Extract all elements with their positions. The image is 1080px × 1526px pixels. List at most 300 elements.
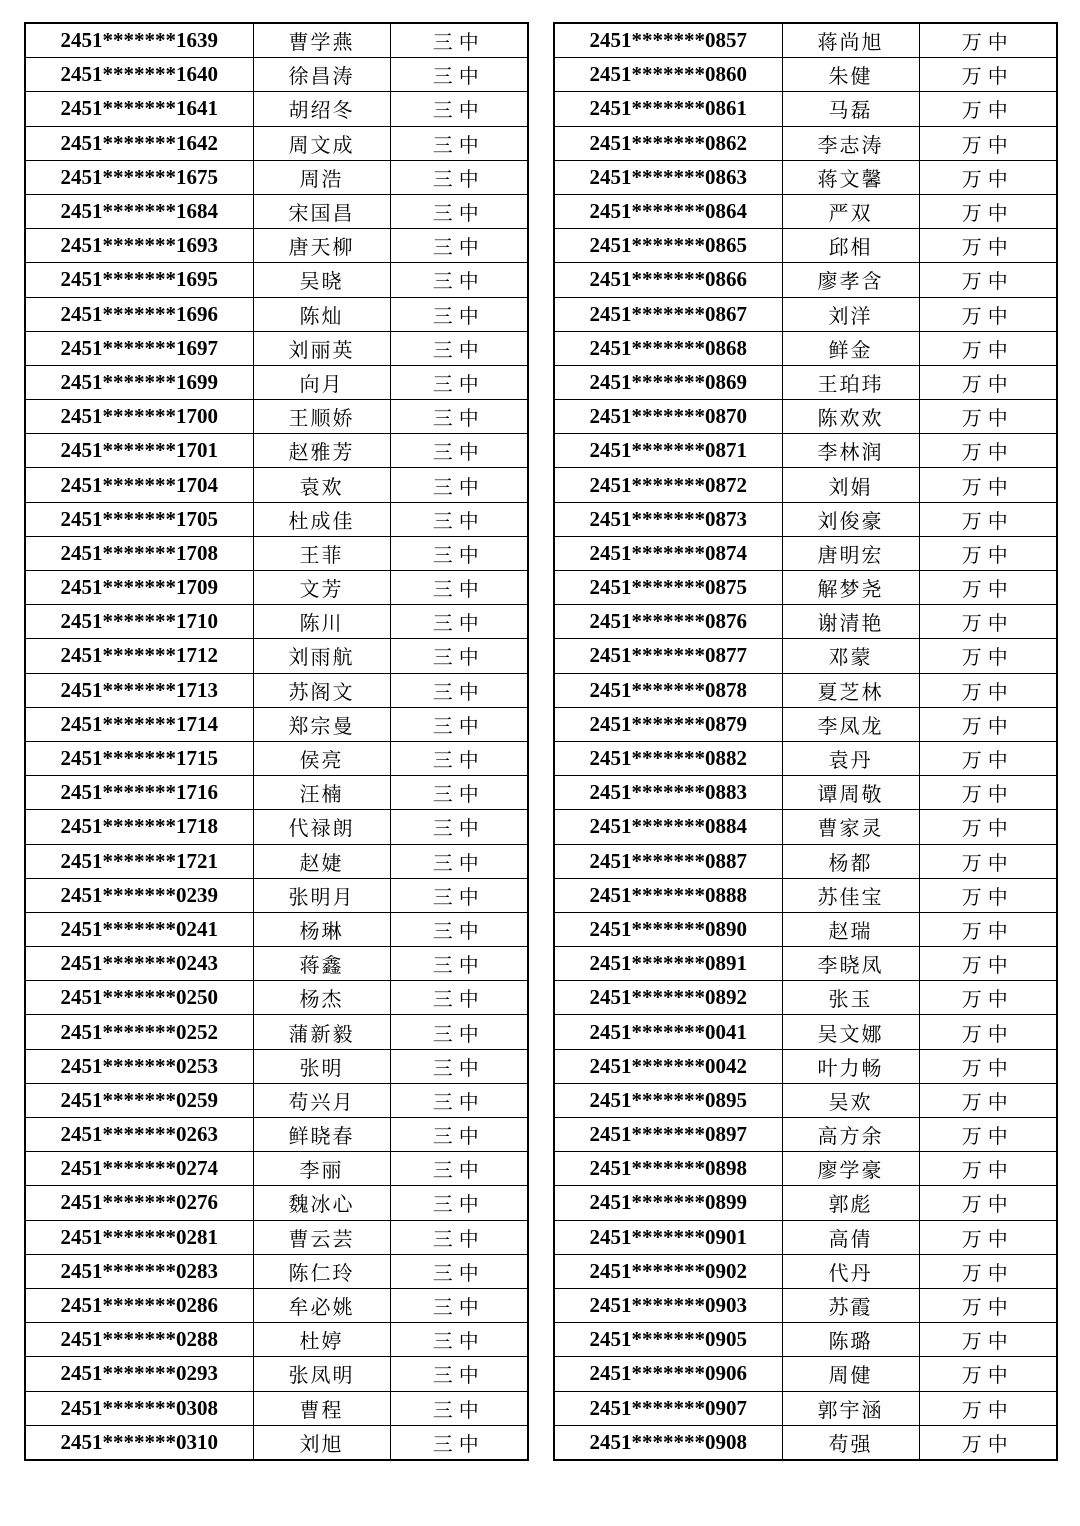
table-row <box>554 1083 1057 1117</box>
name-cell: 杨杰 <box>253 981 390 1015</box>
table-row <box>554 810 1057 844</box>
name-cell: 代禄朗 <box>253 810 390 844</box>
name-cell: 鲜金 <box>782 331 919 365</box>
table-row <box>554 1425 1057 1460</box>
table-row <box>25 1254 528 1288</box>
school-cell: 三中 <box>390 1118 528 1152</box>
name-cell: 刘娟 <box>782 468 919 502</box>
school-cell: 万中 <box>919 160 1057 194</box>
school-cell: 三中 <box>390 502 528 536</box>
school-cell: 万中 <box>919 1118 1057 1152</box>
exam-id-cell: 2451*******0042 <box>554 1049 782 1083</box>
table-row <box>25 844 528 878</box>
exam-id-cell: 2451*******1705 <box>25 502 253 536</box>
school-cell: 三中 <box>390 536 528 570</box>
school-cell: 万中 <box>919 1288 1057 1322</box>
exam-id-cell: 2451*******1639 <box>25 23 253 58</box>
school-cell: 三中 <box>390 571 528 605</box>
table-row <box>554 502 1057 536</box>
table-row <box>25 331 528 365</box>
name-cell: 赵瑞 <box>782 912 919 946</box>
table-row <box>554 981 1057 1015</box>
exam-id-cell: 2451*******0883 <box>554 776 782 810</box>
name-cell: 刘洋 <box>782 297 919 331</box>
exam-id-cell: 2451*******0863 <box>554 160 782 194</box>
school-cell: 万中 <box>919 878 1057 912</box>
name-cell: 解梦尧 <box>782 571 919 605</box>
exam-id-cell: 2451*******1696 <box>25 297 253 331</box>
name-cell: 蒲新毅 <box>253 1015 390 1049</box>
exam-id-cell: 2451*******0871 <box>554 434 782 468</box>
table-row <box>25 810 528 844</box>
name-cell: 严双 <box>782 194 919 228</box>
exam-id-cell: 2451*******0308 <box>25 1391 253 1425</box>
school-cell: 万中 <box>919 844 1057 878</box>
name-cell: 向月 <box>253 365 390 399</box>
exam-id-cell: 2451*******0861 <box>554 92 782 126</box>
name-cell: 鲜晓春 <box>253 1118 390 1152</box>
left-roster-body <box>25 23 528 1460</box>
school-cell: 三中 <box>390 810 528 844</box>
exam-id-cell: 2451*******0276 <box>25 1186 253 1220</box>
school-cell: 三中 <box>390 468 528 502</box>
table-row <box>554 673 1057 707</box>
table-row <box>25 194 528 228</box>
table-row <box>25 92 528 126</box>
table-row <box>554 1254 1057 1288</box>
exam-id-cell: 2451*******0867 <box>554 297 782 331</box>
name-cell: 邱相 <box>782 229 919 263</box>
school-cell: 三中 <box>390 92 528 126</box>
school-cell: 三中 <box>390 297 528 331</box>
school-cell: 万中 <box>919 947 1057 981</box>
table-row <box>25 605 528 639</box>
table-row <box>554 23 1057 58</box>
table-row <box>554 1220 1057 1254</box>
school-cell: 三中 <box>390 331 528 365</box>
exam-id-cell: 2451*******1641 <box>25 92 253 126</box>
exam-id-cell: 2451*******0239 <box>25 878 253 912</box>
name-cell: 王菲 <box>253 536 390 570</box>
school-cell: 三中 <box>390 1220 528 1254</box>
table-row <box>25 981 528 1015</box>
table-row <box>25 1220 528 1254</box>
table-row <box>25 1323 528 1357</box>
exam-id-cell: 2451*******1708 <box>25 536 253 570</box>
table-row <box>554 263 1057 297</box>
exam-id-cell: 2451*******0869 <box>554 365 782 399</box>
name-cell: 陈灿 <box>253 297 390 331</box>
table-row <box>25 160 528 194</box>
exam-id-cell: 2451*******1709 <box>25 571 253 605</box>
school-cell: 万中 <box>919 229 1057 263</box>
school-cell: 万中 <box>919 263 1057 297</box>
table-row <box>554 844 1057 878</box>
school-cell: 万中 <box>919 1049 1057 1083</box>
name-cell: 廖孝含 <box>782 263 919 297</box>
school-cell: 万中 <box>919 1357 1057 1391</box>
school-cell: 万中 <box>919 23 1057 58</box>
exam-id-cell: 2451*******0873 <box>554 502 782 536</box>
table-row <box>25 1391 528 1425</box>
table-row <box>25 571 528 605</box>
exam-id-cell: 2451*******0874 <box>554 536 782 570</box>
exam-id-cell: 2451*******0241 <box>25 912 253 946</box>
table-row <box>25 468 528 502</box>
name-cell: 周文成 <box>253 126 390 160</box>
name-cell: 谢清艳 <box>782 605 919 639</box>
school-cell: 万中 <box>919 981 1057 1015</box>
school-cell: 万中 <box>919 1186 1057 1220</box>
school-cell: 三中 <box>390 1049 528 1083</box>
school-cell: 三中 <box>390 844 528 878</box>
school-cell: 三中 <box>390 194 528 228</box>
exam-id-cell: 2451*******0250 <box>25 981 253 1015</box>
exam-id-cell: 2451*******1713 <box>25 673 253 707</box>
school-cell: 三中 <box>390 1391 528 1425</box>
school-cell: 万中 <box>919 605 1057 639</box>
exam-id-cell: 2451*******0875 <box>554 571 782 605</box>
name-cell: 杨都 <box>782 844 919 878</box>
exam-id-cell: 2451*******0870 <box>554 400 782 434</box>
name-cell: 王顺娇 <box>253 400 390 434</box>
table-row <box>25 126 528 160</box>
table-row <box>554 58 1057 92</box>
name-cell: 张玉 <box>782 981 919 1015</box>
table-row <box>25 502 528 536</box>
name-cell: 唐天柳 <box>253 229 390 263</box>
school-cell: 万中 <box>919 1220 1057 1254</box>
name-cell: 苏阁文 <box>253 673 390 707</box>
exam-id-cell: 2451*******0887 <box>554 844 782 878</box>
exam-id-cell: 2451*******0259 <box>25 1083 253 1117</box>
table-row <box>554 776 1057 810</box>
school-cell: 万中 <box>919 1391 1057 1425</box>
table-row <box>554 297 1057 331</box>
table-row <box>25 297 528 331</box>
school-cell: 三中 <box>390 878 528 912</box>
school-cell: 万中 <box>919 571 1057 605</box>
name-cell: 苟兴月 <box>253 1083 390 1117</box>
school-cell: 三中 <box>390 1152 528 1186</box>
school-cell: 万中 <box>919 1425 1057 1460</box>
name-cell: 周浩 <box>253 160 390 194</box>
school-cell: 三中 <box>390 605 528 639</box>
exam-id-cell: 2451*******0243 <box>25 947 253 981</box>
table-row <box>25 229 528 263</box>
school-cell: 三中 <box>390 1425 528 1460</box>
table-row <box>25 1049 528 1083</box>
name-cell: 廖学豪 <box>782 1152 919 1186</box>
exam-id-cell: 2451*******0903 <box>554 1288 782 1322</box>
exam-id-cell: 2451*******0865 <box>554 229 782 263</box>
name-cell: 李志涛 <box>782 126 919 160</box>
school-cell: 万中 <box>919 92 1057 126</box>
table-row <box>25 263 528 297</box>
table-row <box>554 912 1057 946</box>
school-cell: 三中 <box>390 126 528 160</box>
school-cell: 三中 <box>390 947 528 981</box>
name-cell: 陈川 <box>253 605 390 639</box>
table-row <box>554 639 1057 673</box>
exam-id-cell: 2451*******1712 <box>25 639 253 673</box>
school-cell: 三中 <box>390 912 528 946</box>
school-cell: 三中 <box>390 229 528 263</box>
table-row <box>25 400 528 434</box>
table-row <box>554 605 1057 639</box>
table-row <box>25 1015 528 1049</box>
name-cell: 李凤龙 <box>782 707 919 741</box>
table-row <box>554 365 1057 399</box>
name-cell: 蒋鑫 <box>253 947 390 981</box>
school-cell: 万中 <box>919 1015 1057 1049</box>
table-row <box>25 1357 528 1391</box>
exam-id-cell: 2451*******1715 <box>25 741 253 775</box>
school-cell: 三中 <box>390 741 528 775</box>
name-cell: 文芳 <box>253 571 390 605</box>
exam-id-cell: 2451*******0878 <box>554 673 782 707</box>
name-cell: 宋国昌 <box>253 194 390 228</box>
table-row <box>554 229 1057 263</box>
table-row <box>554 1323 1057 1357</box>
school-cell: 万中 <box>919 194 1057 228</box>
school-cell: 万中 <box>919 1083 1057 1117</box>
table-row <box>554 536 1057 570</box>
table-row <box>554 707 1057 741</box>
exam-id-cell: 2451*******0905 <box>554 1323 782 1357</box>
name-cell: 曹家灵 <box>782 810 919 844</box>
name-cell: 刘丽英 <box>253 331 390 365</box>
school-cell: 三中 <box>390 1357 528 1391</box>
name-cell: 郭彪 <box>782 1186 919 1220</box>
name-cell: 张凤明 <box>253 1357 390 1391</box>
exam-id-cell: 2451*******0252 <box>25 1015 253 1049</box>
table-row <box>25 1083 528 1117</box>
exam-id-cell: 2451*******0891 <box>554 947 782 981</box>
table-row <box>25 947 528 981</box>
school-cell: 三中 <box>390 1015 528 1049</box>
exam-id-cell: 2451*******0888 <box>554 878 782 912</box>
exam-id-cell: 2451*******0907 <box>554 1391 782 1425</box>
exam-id-cell: 2451*******0892 <box>554 981 782 1015</box>
table-row <box>25 23 528 58</box>
exam-id-cell: 2451*******1716 <box>25 776 253 810</box>
exam-id-cell: 2451*******0274 <box>25 1152 253 1186</box>
exam-id-cell: 2451*******0872 <box>554 468 782 502</box>
name-cell: 朱健 <box>782 58 919 92</box>
name-cell: 刘雨航 <box>253 639 390 673</box>
name-cell: 陈欢欢 <box>782 400 919 434</box>
school-cell: 万中 <box>919 400 1057 434</box>
name-cell: 唐明宏 <box>782 536 919 570</box>
school-cell: 万中 <box>919 468 1057 502</box>
table-row <box>554 741 1057 775</box>
name-cell: 夏芝林 <box>782 673 919 707</box>
exam-id-cell: 2451*******1701 <box>25 434 253 468</box>
name-cell: 徐昌涛 <box>253 58 390 92</box>
table-row <box>554 194 1057 228</box>
right-roster-table <box>553 22 1058 1461</box>
school-cell: 三中 <box>390 776 528 810</box>
school-cell: 三中 <box>390 707 528 741</box>
exam-id-cell: 2451*******1695 <box>25 263 253 297</box>
school-cell: 万中 <box>919 434 1057 468</box>
exam-id-cell: 2451*******0862 <box>554 126 782 160</box>
exam-id-cell: 2451*******0902 <box>554 1254 782 1288</box>
name-cell: 周健 <box>782 1357 919 1391</box>
name-cell: 谭周敬 <box>782 776 919 810</box>
name-cell: 苟强 <box>782 1425 919 1460</box>
school-cell: 三中 <box>390 639 528 673</box>
school-cell: 三中 <box>390 160 528 194</box>
school-cell: 万中 <box>919 810 1057 844</box>
exam-id-cell: 2451*******1714 <box>25 707 253 741</box>
school-cell: 万中 <box>919 126 1057 160</box>
exam-id-cell: 2451*******0281 <box>25 1220 253 1254</box>
table-row <box>554 400 1057 434</box>
name-cell: 代丹 <box>782 1254 919 1288</box>
exam-id-cell: 2451*******0860 <box>554 58 782 92</box>
name-cell: 陈璐 <box>782 1323 919 1357</box>
exam-id-cell: 2451*******0901 <box>554 1220 782 1254</box>
name-cell: 李晓凤 <box>782 947 919 981</box>
exam-id-cell: 2451*******0898 <box>554 1152 782 1186</box>
name-cell: 赵婕 <box>253 844 390 878</box>
exam-id-cell: 2451*******0286 <box>25 1288 253 1322</box>
exam-id-cell: 2451*******1718 <box>25 810 253 844</box>
table-row <box>25 1425 528 1460</box>
name-cell: 王珀玮 <box>782 365 919 399</box>
table-row <box>554 468 1057 502</box>
exam-id-cell: 2451*******0868 <box>554 331 782 365</box>
name-cell: 杜婷 <box>253 1323 390 1357</box>
school-cell: 万中 <box>919 536 1057 570</box>
table-row <box>25 1186 528 1220</box>
name-cell: 胡绍冬 <box>253 92 390 126</box>
name-cell: 张明 <box>253 1049 390 1083</box>
right-roster-body <box>554 23 1057 1460</box>
exam-id-cell: 2451*******0310 <box>25 1425 253 1460</box>
school-cell: 万中 <box>919 1254 1057 1288</box>
school-cell: 三中 <box>390 1323 528 1357</box>
school-cell: 万中 <box>919 331 1057 365</box>
exam-id-cell: 2451*******0899 <box>554 1186 782 1220</box>
name-cell: 刘俊豪 <box>782 502 919 536</box>
table-row <box>25 639 528 673</box>
table-row <box>25 1152 528 1186</box>
name-cell: 李丽 <box>253 1152 390 1186</box>
exam-id-cell: 2451*******1642 <box>25 126 253 160</box>
school-cell: 万中 <box>919 776 1057 810</box>
school-cell: 万中 <box>919 1152 1057 1186</box>
name-cell: 叶力畅 <box>782 1049 919 1083</box>
table-row <box>25 58 528 92</box>
exam-id-cell: 2451*******0857 <box>554 23 782 58</box>
name-cell: 邓蒙 <box>782 639 919 673</box>
table-row <box>554 126 1057 160</box>
school-cell: 万中 <box>919 297 1057 331</box>
left-roster-table <box>24 22 529 1461</box>
exam-id-cell: 2451*******1684 <box>25 194 253 228</box>
name-cell: 吴欢 <box>782 1083 919 1117</box>
table-row <box>554 1391 1057 1425</box>
name-cell: 侯亮 <box>253 741 390 775</box>
name-cell: 蒋尚旭 <box>782 23 919 58</box>
table-row <box>25 707 528 741</box>
exam-id-cell: 2451*******0884 <box>554 810 782 844</box>
school-cell: 三中 <box>390 365 528 399</box>
school-cell: 万中 <box>919 673 1057 707</box>
name-cell: 马磊 <box>782 92 919 126</box>
table-row <box>554 878 1057 912</box>
name-cell: 李林润 <box>782 434 919 468</box>
table-row <box>25 434 528 468</box>
table-row <box>554 571 1057 605</box>
exam-id-cell: 2451*******1675 <box>25 160 253 194</box>
name-cell: 袁欢 <box>253 468 390 502</box>
name-cell: 杨琳 <box>253 912 390 946</box>
school-cell: 万中 <box>919 639 1057 673</box>
exam-id-cell: 2451*******1710 <box>25 605 253 639</box>
school-cell: 万中 <box>919 502 1057 536</box>
exam-id-cell: 2451*******0288 <box>25 1323 253 1357</box>
name-cell: 郭宇涵 <box>782 1391 919 1425</box>
school-cell: 万中 <box>919 741 1057 775</box>
school-cell: 三中 <box>390 981 528 1015</box>
name-cell: 张明月 <box>253 878 390 912</box>
school-cell: 三中 <box>390 58 528 92</box>
school-cell: 三中 <box>390 1254 528 1288</box>
exam-id-cell: 2451*******0908 <box>554 1425 782 1460</box>
school-cell: 三中 <box>390 673 528 707</box>
school-cell: 万中 <box>919 365 1057 399</box>
name-cell: 蒋文馨 <box>782 160 919 194</box>
exam-id-cell: 2451*******1693 <box>25 229 253 263</box>
school-cell: 三中 <box>390 1288 528 1322</box>
exam-id-cell: 2451*******0890 <box>554 912 782 946</box>
exam-id-cell: 2451*******1640 <box>25 58 253 92</box>
name-cell: 苏霞 <box>782 1288 919 1322</box>
table-row <box>554 947 1057 981</box>
exam-id-cell: 2451*******0263 <box>25 1118 253 1152</box>
name-cell: 汪楠 <box>253 776 390 810</box>
name-cell: 牟必姚 <box>253 1288 390 1322</box>
table-row <box>554 92 1057 126</box>
exam-id-cell: 2451*******0877 <box>554 639 782 673</box>
exam-id-cell: 2451*******0866 <box>554 263 782 297</box>
table-row <box>25 536 528 570</box>
table-row <box>554 1288 1057 1322</box>
exam-id-cell: 2451*******0283 <box>25 1254 253 1288</box>
exam-id-cell: 2451*******1697 <box>25 331 253 365</box>
exam-id-cell: 2451*******0895 <box>554 1083 782 1117</box>
school-cell: 万中 <box>919 912 1057 946</box>
table-row <box>25 1118 528 1152</box>
table-row <box>554 1357 1057 1391</box>
table-row <box>25 1288 528 1322</box>
table-row <box>25 741 528 775</box>
exam-id-cell: 2451*******0882 <box>554 741 782 775</box>
exam-id-cell: 2451*******1700 <box>25 400 253 434</box>
name-cell: 陈仁玲 <box>253 1254 390 1288</box>
school-cell: 万中 <box>919 58 1057 92</box>
name-cell: 吴晓 <box>253 263 390 297</box>
name-cell: 袁丹 <box>782 741 919 775</box>
exam-id-cell: 2451*******0906 <box>554 1357 782 1391</box>
exam-id-cell: 2451*******1699 <box>25 365 253 399</box>
name-cell: 刘旭 <box>253 1425 390 1460</box>
name-cell: 曹云芸 <box>253 1220 390 1254</box>
